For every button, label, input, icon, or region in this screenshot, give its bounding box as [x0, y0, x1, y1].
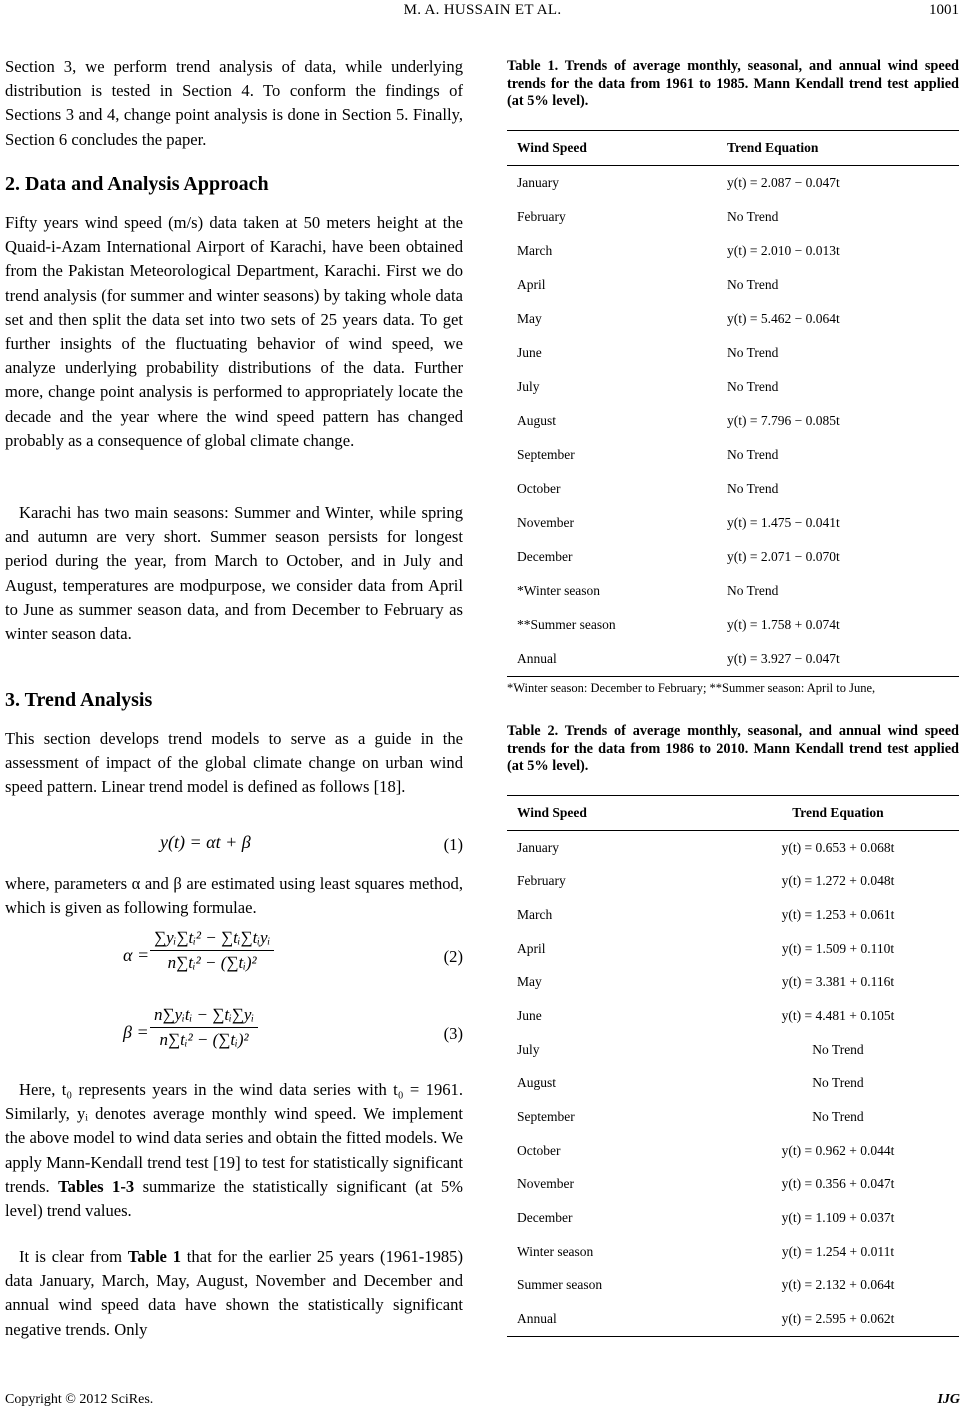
page-footer: [5, 1392, 960, 1408]
wind-speed-cell: November: [517, 1176, 574, 1192]
table-1-header-trend-equation: Trend Equation: [727, 140, 819, 155]
trend-equation-cell: No Trend: [727, 447, 779, 462]
table-row: [507, 200, 959, 234]
wind-speed-cell: January: [517, 839, 559, 855]
trend-equation-cell: No Trend: [727, 379, 779, 394]
running-title: M. A. HUSSAIN ET AL.: [403, 2, 562, 18]
trend-equation-cell: No Trend: [727, 583, 779, 598]
section3-paragraph-3-text-b: summarize the statistically significant (at 5% level) trend values.: [5, 1176, 463, 1221]
wind-speed-cell: *Winter season: [517, 583, 601, 598]
table-row: [507, 574, 959, 608]
section3-paragraph-4-text-a: It is clear from: [19, 1247, 128, 1266]
trend-equation-cell: y(t) = 1.758 + 0.074t: [727, 617, 840, 632]
section3-paragraph-4: [5, 1245, 463, 1342]
table-row: [507, 608, 959, 642]
table-row: [507, 506, 959, 540]
equation-2-numerator: ∑yᵢ∑tᵢ² − ∑tᵢ∑tᵢyᵢ: [150, 928, 274, 951]
table-row: [507, 540, 959, 574]
wind-speed-cell: October: [517, 1142, 561, 1158]
wind-speed-cell: February: [517, 209, 566, 224]
wind-speed-cell: November: [517, 515, 574, 530]
wind-speed-cell: June: [517, 345, 542, 360]
table-2-header-wind-speed: Wind Speed: [517, 804, 587, 820]
wind-speed-cell: April: [517, 940, 546, 956]
table-2-header-trend-equation: Trend Equation: [792, 804, 884, 820]
wind-speed-cell: September: [517, 1109, 575, 1125]
running-head: [0, 0, 965, 22]
table-row: [507, 864, 959, 898]
table-row: [507, 999, 959, 1033]
trend-equation-cell: y(t) = 2.071 − 0.070t: [727, 549, 840, 564]
trend-equation-cell: y(t) = 5.462 − 0.064t: [727, 311, 840, 326]
table-row: [507, 234, 959, 268]
equation-2-fraction: [150, 928, 274, 973]
equation-3-number: (3): [443, 1024, 463, 1043]
table-2-header-row: [507, 796, 959, 831]
table-1-header-wind-speed: Wind Speed: [517, 140, 587, 155]
wind-speed-cell: February: [517, 873, 566, 889]
trend-equation-cell: y(t) = 1.254 + 0.011t: [781, 1243, 895, 1259]
trend-equation-cell: y(t) = 1.253 + 0.061t: [781, 906, 895, 922]
table-1-footnote: *Winter season: December to February; **Summer season: April to June,: [507, 681, 876, 695]
page-number: 1001: [929, 2, 959, 18]
tables-reference: Tables 1-3: [58, 1176, 135, 1196]
table-row: [507, 1168, 959, 1202]
trend-equation-cell: y(t) = 0.962 + 0.044t: [781, 1142, 895, 1158]
section3-paragraph-4-text-b: that for the earlier 25 years (1961-1985) data January, March, May, August, November and December and annual wind speed data have shown the statistically significant negative trends. Only: [5, 1247, 463, 1339]
equation-1-body: y(t) = αt + β: [160, 832, 251, 852]
section2-paragraph-2: Karachi has two main seasons: Summer and Winter, while spring and autumn are very short. Summer season persists for longest period during the year, from March to October, and in July and August, temperatures are modpurpose, we consider data from April to June as summer season data, and from December to February as winter season data.: [5, 503, 463, 644]
table-row: [507, 1033, 959, 1067]
trend-equation-cell: y(t) = 2.010 − 0.013t: [727, 243, 840, 258]
table-row: [507, 1100, 959, 1134]
trend-equation-cell: No Trend: [727, 277, 779, 292]
trend-equation-cell: y(t) = 1.272 + 0.048t: [781, 873, 895, 889]
section3-paragraph-2: where, parameters α and β are estimated using least squares method, which is given as following formulae.: [5, 874, 463, 918]
trend-equation-cell: y(t) = 3.381 + 0.116t: [781, 974, 895, 990]
trend-equation-cell: y(t) = 3.927 − 0.047t: [727, 651, 840, 666]
wind-speed-cell: May: [517, 311, 542, 326]
table-row: [507, 1269, 959, 1303]
wind-speed-cell: Summer season: [517, 1277, 603, 1293]
equation-1-number: (1): [443, 835, 463, 854]
table-row: [507, 370, 959, 404]
table-row: [507, 642, 959, 677]
table-row: [507, 268, 959, 302]
table-row: [507, 404, 959, 438]
trend-equation-cell: y(t) = 0.653 + 0.068t: [781, 839, 895, 855]
trend-equation-cell: No Trend: [812, 1109, 864, 1125]
table-row: [507, 830, 959, 864]
wind-speed-cell: July: [517, 379, 540, 394]
wind-speed-cell: December: [517, 1210, 573, 1226]
table-1-header-row: [507, 131, 959, 166]
trend-equation-cell: y(t) = 1.109 + 0.037t: [781, 1210, 895, 1226]
table-row: [507, 932, 959, 966]
equation-3-numerator: n∑yᵢtᵢ − ∑tᵢ∑yᵢ: [150, 1005, 258, 1028]
table-2: [507, 795, 959, 1337]
trend-equation-cell: No Trend: [812, 1075, 864, 1091]
section3-paragraph-1: This section develops trend models to serve as a guide in the assessment of impact of the global climate change on urban wind speed pattern. Linear trend model is defined as follows [18].: [5, 729, 463, 797]
trend-equation-cell: y(t) = 1.475 − 0.041t: [727, 515, 840, 530]
wind-speed-cell: August: [517, 413, 557, 428]
table-row: [507, 965, 959, 999]
table-2-caption: Table 2. Trends of average monthly, seasonal, and annual wind speed trends for the data from 1986 to 2010. Mann Kendall trend test applied (at 5% level).: [507, 723, 959, 774]
wind-speed-cell: October: [517, 481, 561, 496]
trend-equation-cell: y(t) = 1.509 + 0.110t: [781, 940, 895, 956]
table-1-body: [507, 166, 959, 677]
wind-speed-cell: May: [517, 974, 542, 990]
equation-2-lhs: α =: [123, 945, 150, 965]
table-row: [507, 1067, 959, 1101]
trend-equation-cell: No Trend: [727, 209, 779, 224]
table-1-reference: Table 1: [127, 1247, 182, 1266]
table-row: [507, 302, 959, 336]
wind-speed-cell: January: [517, 175, 559, 190]
trend-equation-cell: y(t) = 2.595 + 0.062t: [781, 1311, 895, 1327]
trend-equation-cell: y(t) = 2.087 − 0.047t: [727, 175, 840, 190]
table-row: [507, 166, 959, 201]
equation-3: [5, 1000, 463, 1070]
equation-2: [5, 925, 463, 995]
trend-equation-cell: No Trend: [812, 1041, 864, 1057]
trend-equation-cell: y(t) = 0.356 + 0.047t: [781, 1176, 895, 1192]
table-row: [507, 438, 959, 472]
table-row: [507, 898, 959, 932]
section2-paragraph-1: Fifty years wind speed (m/s) data taken at 50 meters height at the Quaid-i-Azam International Airport of Karachi, have been obtained from the Pakistan Meteorological Department, Karachi. First we do trend analysis (for summer and winter seasons) by taking whole data set and then split the data set into two sets of 25 years data. To get further insights of the fluctuating behavior of wind speed, we analyze underlying probability distributions of the data. Further more, change point analysis is performed to appropriately locate the decade and the year where the wind speed pattern has changed probably as a consequence of global climate change.: [5, 213, 463, 450]
equation-3-denominator: n∑tᵢ² − (∑tᵢ)²: [159, 1030, 249, 1049]
equation-3-lhs: β =: [123, 1022, 149, 1042]
wind-speed-cell: **Summer season: [517, 617, 616, 632]
equation-2-number: (2): [443, 947, 463, 966]
table-row: [507, 336, 959, 370]
table-row: [507, 1134, 959, 1168]
table-1-caption: Table 1. Trends of average monthly, seasonal, and annual wind speed trends for the data from 1961 to 1985. Mann Kendall trend test applied (at 5% level).: [507, 58, 959, 109]
section2-title: 2. Data and Analysis Approach: [5, 173, 269, 195]
trend-equation-cell: y(t) = 4.481 + 0.105t: [781, 1007, 895, 1023]
wind-speed-cell: July: [517, 1041, 540, 1057]
table-row: [507, 1201, 959, 1235]
table-row: [507, 1302, 959, 1336]
trend-equation-cell: y(t) = 2.132 + 0.064t: [781, 1277, 895, 1293]
copyright: Copyright © 2012 SciRes.: [5, 1392, 154, 1407]
table-row: [507, 1235, 959, 1269]
wind-speed-cell: March: [517, 906, 553, 922]
wind-speed-cell: December: [517, 549, 573, 564]
trend-equation-cell: No Trend: [727, 345, 779, 360]
section3-title: 3. Trend Analysis: [5, 689, 153, 711]
intro-paragraph: Section 3, we perform trend analysis of data, while underlying distribution is tested in Section 4. To conform the findings of Sections 3 and 4, change point analysis is done in Section 5. Finally, Section 6 concludes the paper.: [5, 57, 463, 149]
table-row: [507, 472, 959, 506]
equation-1: [5, 830, 463, 860]
journal-abbrev: IJG: [937, 1392, 960, 1407]
wind-speed-cell: June: [517, 1007, 542, 1023]
table-2-body: [507, 830, 959, 1336]
wind-speed-cell: Winter season: [517, 1243, 594, 1259]
trend-equation-cell: No Trend: [727, 481, 779, 496]
section3-paragraph-3: [5, 1078, 463, 1223]
table-1: [507, 130, 959, 677]
wind-speed-cell: April: [517, 277, 546, 292]
equation-3-fraction: [150, 1005, 258, 1050]
wind-speed-cell: Annual: [517, 1311, 557, 1327]
section3-paragraph-3-text-a: Here, t₀ represents years in the wind data series with t₀ = 1961. Similarly, yᵢ denotes average monthly wind speed. We implement the above model to wind data series and obtain the fitted models. We apply Mann-Kendall trend test [19] to test for statistically significant trends.: [5, 1080, 463, 1196]
wind-speed-cell: Annual: [517, 651, 557, 666]
equation-2-denominator: n∑tᵢ² − (∑tᵢ)²: [167, 953, 257, 972]
wind-speed-cell: August: [517, 1075, 557, 1091]
wind-speed-cell: September: [517, 447, 575, 462]
trend-equation-cell: y(t) = 7.796 − 0.085t: [727, 413, 840, 428]
wind-speed-cell: March: [517, 243, 553, 258]
